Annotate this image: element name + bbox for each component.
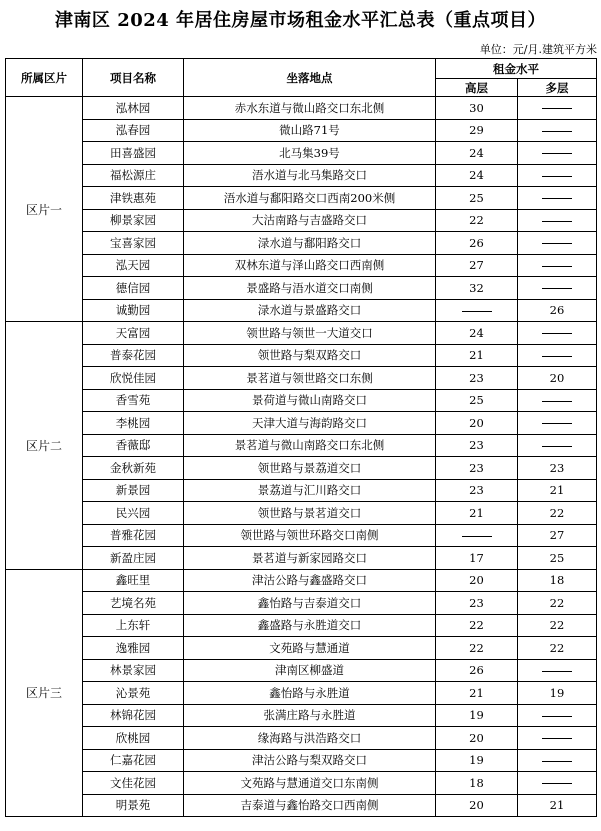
header-multi: 多层 bbox=[518, 79, 597, 97]
table-row bbox=[6, 502, 597, 525]
project-cell: 仁嘉花园 bbox=[83, 749, 184, 772]
dash-mark bbox=[542, 761, 572, 762]
dash-mark bbox=[542, 153, 572, 154]
project-cell: 柳景家园 bbox=[83, 209, 184, 232]
project-cell: 逸雅园 bbox=[83, 637, 184, 660]
location-cell: 景荔道与汇川路交口 bbox=[184, 479, 436, 502]
multi-cell bbox=[518, 232, 597, 255]
project-cell: 福松源庄 bbox=[83, 164, 184, 187]
high-cell: 19 bbox=[436, 749, 518, 772]
location-cell: 文苑路与慧通道交口东南侧 bbox=[184, 772, 436, 795]
multi-cell bbox=[518, 434, 597, 457]
table-row bbox=[6, 412, 597, 435]
high-cell: 24 bbox=[436, 142, 518, 165]
high-cell: 29 bbox=[436, 119, 518, 142]
high-cell: 25 bbox=[436, 389, 518, 412]
multi-cell bbox=[518, 277, 597, 300]
table-body bbox=[6, 97, 597, 817]
location-cell: 领世路与景荔道交口 bbox=[184, 457, 436, 480]
location-cell: 渌水道与鄱阳路交口 bbox=[184, 232, 436, 255]
high-cell: 23 bbox=[436, 457, 518, 480]
dash-mark bbox=[542, 783, 572, 784]
zone-cell: 区片一 bbox=[6, 97, 83, 322]
multi-cell bbox=[518, 187, 597, 210]
location-cell: 鑫怡路与吉泰道交口 bbox=[184, 592, 436, 615]
high-cell: 22 bbox=[436, 637, 518, 660]
dash-mark bbox=[542, 356, 572, 357]
multi-cell bbox=[518, 254, 597, 277]
multi-cell: 19 bbox=[518, 682, 597, 705]
table-row bbox=[6, 659, 597, 682]
project-cell: 泓春园 bbox=[83, 119, 184, 142]
multi-cell bbox=[518, 772, 597, 795]
table-row bbox=[6, 749, 597, 772]
multi-cell: 25 bbox=[518, 547, 597, 570]
location-cell: 景荷道与微山南路交口 bbox=[184, 389, 436, 412]
multi-cell bbox=[518, 659, 597, 682]
location-cell: 大沽南路与吉盛路交口 bbox=[184, 209, 436, 232]
header-project: 项目名称 bbox=[83, 59, 184, 97]
location-cell: 浯水道与北马集路交口 bbox=[184, 164, 436, 187]
high-cell: 20 bbox=[436, 727, 518, 750]
location-cell: 鑫盛路与永胜道交口 bbox=[184, 614, 436, 637]
project-cell: 田喜盛园 bbox=[83, 142, 184, 165]
table-row bbox=[6, 277, 597, 300]
table-row bbox=[6, 637, 597, 660]
high-cell: 27 bbox=[436, 254, 518, 277]
multi-cell: 23 bbox=[518, 457, 597, 480]
table-row bbox=[6, 254, 597, 277]
location-cell: 浯水道与鄱阳路交口西南200米侧 bbox=[184, 187, 436, 210]
project-cell: 金秋新苑 bbox=[83, 457, 184, 480]
high-cell: 21 bbox=[436, 502, 518, 525]
multi-cell: 21 bbox=[518, 479, 597, 502]
header-location: 坐落地点 bbox=[184, 59, 436, 97]
dash-mark bbox=[542, 221, 572, 222]
zone-cell: 区片二 bbox=[6, 322, 83, 570]
multi-cell: 22 bbox=[518, 592, 597, 615]
location-cell: 吉泰道与鑫怡路交口西南侧 bbox=[184, 794, 436, 817]
project-cell: 泓天园 bbox=[83, 254, 184, 277]
project-cell: 宝喜家园 bbox=[83, 232, 184, 255]
project-cell: 艺境名苑 bbox=[83, 592, 184, 615]
table-row bbox=[6, 322, 597, 345]
project-cell: 泓林园 bbox=[83, 97, 184, 120]
location-cell: 文苑路与慧通道 bbox=[184, 637, 436, 660]
multi-cell bbox=[518, 209, 597, 232]
project-cell: 诚勤园 bbox=[83, 299, 184, 322]
high-cell: 24 bbox=[436, 322, 518, 345]
location-cell: 景茗道与新家园路交口 bbox=[184, 547, 436, 570]
location-cell: 景茗道与微山南路交口东北侧 bbox=[184, 434, 436, 457]
multi-cell: 26 bbox=[518, 299, 597, 322]
high-cell bbox=[436, 299, 518, 322]
multi-cell bbox=[518, 389, 597, 412]
location-cell: 领世路与梨双路交口 bbox=[184, 344, 436, 367]
project-cell: 林锦花园 bbox=[83, 704, 184, 727]
table-row bbox=[6, 164, 597, 187]
high-cell: 23 bbox=[436, 479, 518, 502]
multi-cell bbox=[518, 727, 597, 750]
dash-mark bbox=[542, 738, 572, 739]
multi-cell bbox=[518, 164, 597, 187]
multi-cell: 21 bbox=[518, 794, 597, 817]
dash-mark bbox=[542, 446, 572, 447]
project-cell: 李桃园 bbox=[83, 412, 184, 435]
project-cell: 明景苑 bbox=[83, 794, 184, 817]
location-cell: 张满庄路与永胜道 bbox=[184, 704, 436, 727]
table-row bbox=[6, 367, 597, 390]
project-cell: 民兴园 bbox=[83, 502, 184, 525]
project-cell: 沁景苑 bbox=[83, 682, 184, 705]
location-cell: 津沽公路与梨双路交口 bbox=[184, 749, 436, 772]
table-row bbox=[6, 142, 597, 165]
location-cell: 双林东道与泽山路交口西南侧 bbox=[184, 254, 436, 277]
high-cell bbox=[436, 524, 518, 547]
high-cell: 17 bbox=[436, 547, 518, 570]
location-cell: 津南区柳盛道 bbox=[184, 659, 436, 682]
table-row bbox=[6, 119, 597, 142]
high-cell: 19 bbox=[436, 704, 518, 727]
location-cell: 津沽公路与鑫盛路交口 bbox=[184, 569, 436, 592]
table-row bbox=[6, 772, 597, 795]
table-row bbox=[6, 187, 597, 210]
high-cell: 30 bbox=[436, 97, 518, 120]
dash-mark bbox=[462, 536, 492, 537]
table-row bbox=[6, 479, 597, 502]
rent-table bbox=[5, 58, 597, 817]
table-row bbox=[6, 704, 597, 727]
header-zone: 所属区片 bbox=[6, 59, 83, 97]
project-cell: 林景家园 bbox=[83, 659, 184, 682]
table-row bbox=[6, 389, 597, 412]
location-cell: 景茗道与领世路交口东侧 bbox=[184, 367, 436, 390]
high-cell: 25 bbox=[436, 187, 518, 210]
project-cell: 新景园 bbox=[83, 479, 184, 502]
high-cell: 32 bbox=[436, 277, 518, 300]
high-cell: 21 bbox=[436, 682, 518, 705]
zone-cell: 区片三 bbox=[6, 569, 83, 817]
header-rent: 租金水平 bbox=[436, 59, 597, 79]
table-row bbox=[6, 614, 597, 637]
project-cell: 天富园 bbox=[83, 322, 184, 345]
multi-cell bbox=[518, 97, 597, 120]
high-cell: 26 bbox=[436, 232, 518, 255]
high-cell: 21 bbox=[436, 344, 518, 367]
dash-mark bbox=[542, 716, 572, 717]
table-row bbox=[6, 524, 597, 547]
multi-cell bbox=[518, 704, 597, 727]
dash-mark bbox=[542, 266, 572, 267]
dash-mark bbox=[542, 243, 572, 244]
high-cell: 22 bbox=[436, 209, 518, 232]
multi-cell: 27 bbox=[518, 524, 597, 547]
high-cell: 20 bbox=[436, 569, 518, 592]
table-row bbox=[6, 299, 597, 322]
header-high: 高层 bbox=[436, 79, 518, 97]
location-cell: 渌水道与景盛路交口 bbox=[184, 299, 436, 322]
table-row bbox=[6, 344, 597, 367]
location-cell: 鑫怡路与永胜道 bbox=[184, 682, 436, 705]
project-cell: 香雪苑 bbox=[83, 389, 184, 412]
table-row bbox=[6, 97, 597, 120]
high-cell: 18 bbox=[436, 772, 518, 795]
location-cell: 领世路与景茗道交口 bbox=[184, 502, 436, 525]
dash-mark bbox=[542, 131, 572, 132]
project-cell: 欣悦佳园 bbox=[83, 367, 184, 390]
multi-cell: 18 bbox=[518, 569, 597, 592]
table-row bbox=[6, 727, 597, 750]
high-cell: 23 bbox=[436, 367, 518, 390]
dash-mark bbox=[542, 671, 572, 672]
table-row bbox=[6, 592, 597, 615]
location-cell: 赤水东道与微山路交口东北侧 bbox=[184, 97, 436, 120]
table-row bbox=[6, 682, 597, 705]
table-row bbox=[6, 794, 597, 817]
project-cell: 文佳花园 bbox=[83, 772, 184, 795]
project-cell: 上东轩 bbox=[83, 614, 184, 637]
project-cell: 鑫旺里 bbox=[83, 569, 184, 592]
table-row bbox=[6, 434, 597, 457]
multi-cell: 20 bbox=[518, 367, 597, 390]
page-title: 津南区 2024 年居住房屋市场租金水平汇总表（重点项目） bbox=[54, 10, 547, 31]
project-cell: 普雅花园 bbox=[83, 524, 184, 547]
dash-mark bbox=[542, 401, 572, 402]
project-cell: 津铁惠苑 bbox=[83, 187, 184, 210]
multi-cell bbox=[518, 322, 597, 345]
multi-cell bbox=[518, 344, 597, 367]
location-cell: 景盛路与浯水道交口南侧 bbox=[184, 277, 436, 300]
dash-mark bbox=[462, 311, 492, 312]
multi-cell bbox=[518, 142, 597, 165]
multi-cell: 22 bbox=[518, 502, 597, 525]
project-cell: 欣桃园 bbox=[83, 727, 184, 750]
multi-cell bbox=[518, 749, 597, 772]
dash-mark bbox=[542, 333, 572, 334]
project-cell: 新盈庄园 bbox=[83, 547, 184, 570]
high-cell: 24 bbox=[436, 164, 518, 187]
dash-mark bbox=[542, 288, 572, 289]
high-cell: 23 bbox=[436, 592, 518, 615]
high-cell: 20 bbox=[436, 412, 518, 435]
multi-cell: 22 bbox=[518, 637, 597, 660]
multi-cell bbox=[518, 412, 597, 435]
table-row bbox=[6, 569, 597, 592]
table-row bbox=[6, 547, 597, 570]
location-cell: 领世路与领世一大道交口 bbox=[184, 322, 436, 345]
high-cell: 23 bbox=[436, 434, 518, 457]
location-cell: 微山路71号 bbox=[184, 119, 436, 142]
multi-cell bbox=[518, 119, 597, 142]
high-cell: 22 bbox=[436, 614, 518, 637]
table-row bbox=[6, 457, 597, 480]
table-row bbox=[6, 209, 597, 232]
dash-mark bbox=[542, 423, 572, 424]
location-cell: 北马集39号 bbox=[184, 142, 436, 165]
dash-mark bbox=[542, 198, 572, 199]
project-cell: 普泰花园 bbox=[83, 344, 184, 367]
high-cell: 26 bbox=[436, 659, 518, 682]
location-cell: 缘海路与洪浩路交口 bbox=[184, 727, 436, 750]
location-cell: 天津大道与海韵路交口 bbox=[184, 412, 436, 435]
project-cell: 德信园 bbox=[83, 277, 184, 300]
project-cell: 香薇邸 bbox=[83, 434, 184, 457]
location-cell: 领世路与领世环路交口南侧 bbox=[184, 524, 436, 547]
multi-cell: 22 bbox=[518, 614, 597, 637]
table-row bbox=[6, 232, 597, 255]
dash-mark bbox=[542, 176, 572, 177]
dash-mark bbox=[542, 108, 572, 109]
high-cell: 20 bbox=[436, 794, 518, 817]
unit-label: 单位：元/月.建筑平方米 bbox=[479, 43, 597, 56]
